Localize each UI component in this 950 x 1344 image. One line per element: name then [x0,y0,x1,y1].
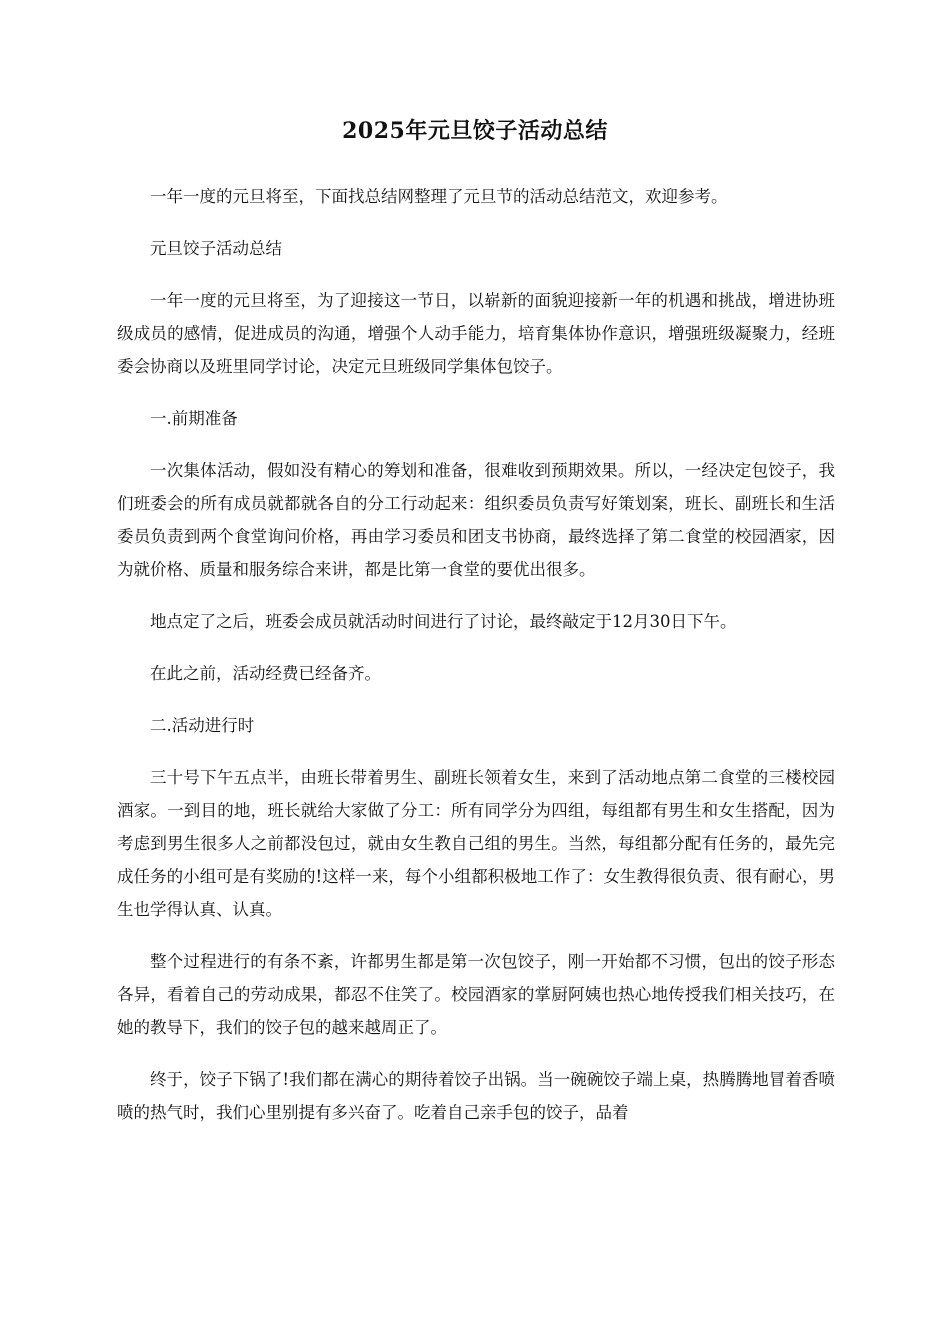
final-paragraph: 终于，饺子下锅了!我们都在满心的期待着饺子出锅。当一碗碗饺子端上桌，热腾腾地冒着香喷喷的热气时，我们心里别提有多兴奋了。吃着自己亲手包的饺子，品着 [117,1070,835,1122]
intro-paragraph: 一年一度的元旦将至，下面找总结网整理了元旦节的活动总结范文，欢迎参考。 [150,187,728,206]
activity-paragraph: 三十号下午五点半，由班长带着男生、副班长领着女生，来到了活动地点第二食堂的三楼校园酒家。一到目的地，班长就给大家做了分工：所有同学分为四组，每组都有男生和女生搭配，因为考虑到男生很多人之前都没包过，就由女生教自己组的男生。当然，每组都分配有任务的，最先完成任务的小组可是有奖励的!这样一来，每个小组都积极地工作了：女生教得很负责、很有耐心，男生也学得认真、认真。 [117,768,835,919]
process-paragraph: 整个过程进行的有条不紊，许都男生都是第一次包饺子，刚一开始都不习惯，包出的饺子形态各异，看着自己的劳动成果，都忍不住笑了。校园酒家的掌厨阿姨也热心地传授我们相关技巧，在她的教导下，我们的饺子包的越来越周正了。 [117,952,835,1037]
document-title: 2025年元旦饺子活动总结 [342,118,608,144]
section-heading-summary: 元旦饺子活动总结 [150,239,282,258]
preparation-paragraph: 一次集体活动，假如没有精心的筹划和准备，很难收到预期效果。所以，一经决定包饺子，我们班委会的所有成员就都就各自的分工行动起来：组织委员负责写好策划案，班长、副班长和生活委员负责到两个食堂询问价格，再由学习委员和团支书协商，最终选择了第二食堂的校园酒家，因为就价格、质量和服务综合来讲，都是比第一食堂的要优出很多。 [117,461,835,579]
purpose-paragraph: 一年一度的元旦将至，为了迎接这一节日，以崭新的面貌迎接新一年的机遇和挑战，增进协班级成员的感情，促进成员的沟通，增强个人动手能力，培育集体协作意识，增强班级凝聚力，经班委会协商以及班里同学讨论，决定元旦班级同学集体包饺子。 [117,291,835,376]
document-body [117,180,835,1148]
time-paragraph: 地点定了之后，班委会成员就活动时间进行了讨论，最终敲定于12月30日下午。 [150,612,737,631]
section-heading-activity: 二.活动进行时 [150,716,255,735]
funding-paragraph: 在此之前，活动经费已经备齐。 [150,664,381,683]
section-heading-preparation: 一.前期准备 [150,409,238,428]
